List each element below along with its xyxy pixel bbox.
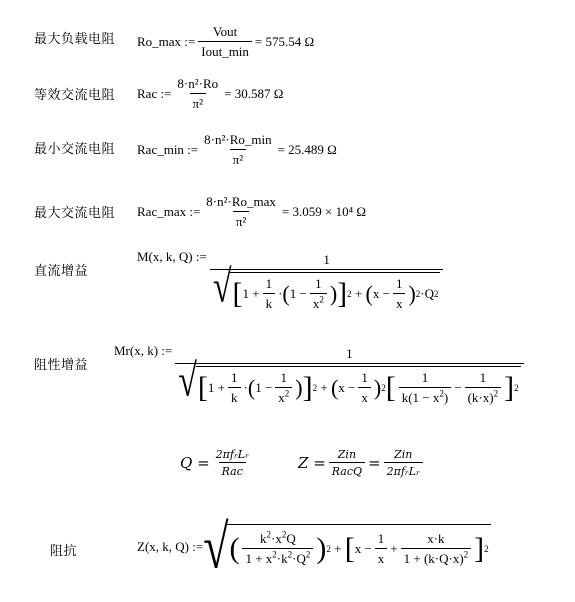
eq-result: = 3.059 × 10⁴ Ω [281,204,367,219]
denominator: Iout_min [198,41,252,60]
numerator: 1 [346,346,353,361]
label-min-ac-resistance: 最小交流电阻 [34,142,116,157]
eq-lhs: Z(x, k, Q) := [137,539,204,554]
label-equivalent-ac-resistance: 等效交流电阻 [34,88,116,103]
eq-lhs: Rac := [137,86,172,101]
denominator [175,356,523,407]
eq-lhs: M(x, k, Q) := [137,249,207,264]
fraction [174,76,221,112]
denominator: RacQ [329,462,365,478]
label-impedance: 阻抗 [50,544,78,559]
denominator: π² [190,93,206,112]
fraction [329,448,365,478]
eq-result: = 575.54 Ω [254,34,315,49]
eq-dc-gain [137,249,446,313]
denominator: Rac [219,462,246,478]
eq-rac-min [137,132,337,168]
fraction [198,24,252,60]
eq-equals: = [368,454,381,472]
radicand: ( $\frac{k^2\cdot x^2Q}{1 + x^2\cdot k^2\cdot Q^2}$ ) 2 + [ x − $\frac{1}{x}$ + $\frac{x\cdot k}{1 + (k\cdot Q\cdot x)^2}$ ] 2 [227,524,490,570]
eq-rac [137,76,283,112]
fraction [210,252,444,312]
numerator: 8·n²·Ro_min [204,132,272,147]
radical-sign-icon: √ [212,262,232,313]
eq-q-definition [180,448,255,478]
radical-sign-icon: √ [203,511,229,581]
eq-lhs: Rac_min := [137,142,199,157]
radicand: [ 1 + $\frac{1}{k}$ · ( 1 − $\frac{1}{x^2}$ ) ] 2 + ( x − $\frac{1}{x}$ ) 2 ·Q 2 [230,272,440,312]
eq-rac-max [137,194,366,230]
denominator: π² [230,149,246,168]
denominator: 2πfᵣLᵣ [384,462,423,478]
numerator: 8·n²·Ro_max [206,194,276,209]
eq-lhs: Z = [298,454,326,472]
denominator [210,262,444,313]
square-root [212,262,441,313]
label-dc-gain: 直流增益 [34,264,89,279]
eq-z-definition [298,448,426,478]
fraction [201,132,274,168]
fraction [175,346,523,406]
eq-lhs: Rac_max := [137,204,201,219]
eq-result: = 30.587 Ω [224,86,284,101]
numerator: Vout [212,24,238,39]
label-max-ac-resistance: 最大交流电阻 [34,206,116,221]
numerator: Zin [394,448,413,461]
eq-result: = 25.489 Ω [277,142,337,157]
denominator: π² [233,211,249,230]
fraction [203,194,279,230]
fraction [213,448,252,478]
eq-lhs: Q = [180,454,210,472]
numerator: 1 [323,252,330,267]
label-resistive-gain: 阻性增益 [34,358,89,373]
numerator: 2πfᵣLᵣ [215,448,249,461]
radicand: [ 1 + $\frac{1}{k}$ · ( 1 − $\frac{1}{x^2}$ ) ] 2 + ( x − $\frac{1}{x}$ ) 2 [ $\frac{1}{k(1 - x^2)}$ − $\frac{1}{(k\cdot x)^2}$ ] 2 [196,366,521,406]
fraction [384,448,423,478]
eq-resistive-gain [114,343,527,407]
eq-ro-max [137,24,314,60]
eq-lhs: Ro_max := [137,34,196,49]
numerator: 8·n²·Ro [177,76,219,91]
square-root [178,356,520,407]
label-max-load-resistance: 最大负载电阻 [34,32,116,47]
square-root [203,511,490,581]
eq-lhs: Mr(x, k) := [114,343,173,358]
numerator: Zin [337,448,357,461]
eq-impedance [137,511,491,581]
radical-sign-icon: √ [178,356,197,407]
